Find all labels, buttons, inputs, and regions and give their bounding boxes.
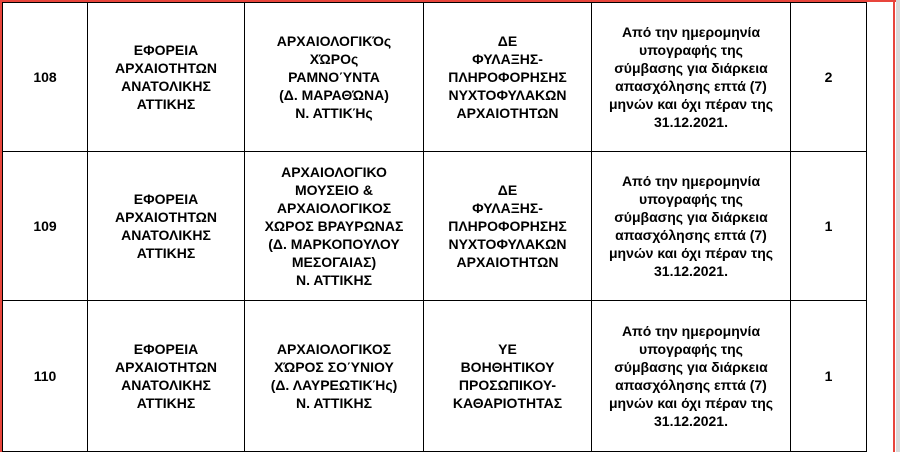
agency-cell: ΕΦΟΡΕΙΑ ΑΡΧΑΙΟΤΗΤΩΝ ΑΝΑΤΟΛΙΚΗΣ ΑΤΤΙΚΗΣ	[88, 3, 245, 152]
row-number-cell: 110	[3, 301, 88, 452]
count-cell: 1	[791, 152, 867, 301]
duration-cell: Από την ημερομηνία υπογραφής της σύμβασης για διάρκεια απασχόλησης επτά (7) μηνών και όχι πέραν της 31.12.2021.	[592, 152, 791, 301]
count-cell: 1	[791, 301, 867, 452]
location-cell: ΑΡΧΑΙΟΛΟΓΙΚΟΣ ΧΏΡΟΣ ΣΟΎΝΙΟΥ (Δ. ΛΑΥΡΕΩΤΙΚΉς) Ν. ΑΤΤΙΚΗΣ	[245, 301, 424, 452]
count-cell: 2	[791, 3, 867, 152]
location-cell: ΑΡΧΑΙΟΛΟΓΙΚΌς ΧΏΡΟς ΡΑΜΝΟΎΝΤΑ (Δ. ΜΑΡΑΘΏΝΑ) Ν. ΑΤΤΙΚΉς	[245, 3, 424, 152]
table-row	[3, 152, 867, 301]
duration-cell: Από την ημερομηνία υπογραφής της σύμβασης για διάρκεια απασχόλησης επτά (7) μηνών και όχι πέραν της 31.12.2021.	[592, 301, 791, 452]
agency-cell: ΕΦΟΡΕΙΑ ΑΡΧΑΙΟΤΗΤΩΝ ΑΝΑΤΟΛΙΚΗΣ ΑΤΤΙΚΗΣ	[88, 152, 245, 301]
duration-cell: Από την ημερομηνία υπογραφής της σύμβασης για διάρκεια απασχόλησης επτά (7) μηνών και όχι πέραν της 31.12.2021.	[592, 3, 791, 152]
row-number-cell: 109	[3, 152, 88, 301]
specialty-cell: ΥΕ ΒΟΗΘΗΤΙΚΟΥ ΠΡΟΣΩΠΙΚΟΥ- ΚΑΘΑΡΙΟΤΗΤΑΣ	[424, 301, 592, 452]
specialty-cell: ΔΕ ΦΥΛΑΞΗΣ- ΠΛΗΡΟΦΟΡΗΣΗΣ ΝΥΧΤΟΦΥΛΑΚΩΝ ΑΡΧΑΙΟΤΗΤΩΝ	[424, 3, 592, 152]
agency-cell: ΕΦΟΡΕΙΑ ΑΡΧΑΙΟΤΗΤΩΝ ΑΝΑΤΟΛΙΚΗΣ ΑΤΤΙΚΗΣ	[88, 301, 245, 452]
specialty-cell: ΔΕ ΦΥΛΑΞΗΣ- ΠΛΗΡΟΦΟΡΗΣΗΣ ΝΥΧΤΟΦΥΛΑΚΩΝ ΑΡΧΑΙΟΤΗΤΩΝ	[424, 152, 592, 301]
table-row	[3, 301, 867, 452]
location-cell: ΑΡΧΑΙΟΛΟΓΙΚΟ ΜΟΥΣΕΙΟ & ΑΡΧΑΙΟΛΟΓΙΚΟΣ ΧΩΡΟΣ ΒΡΑΥΡΩΝΑΣ (Δ. ΜΑΡΚΟΠΟΥΛΟΥ ΜΕΣΟΓΑΙΑΣ) Ν. ΑΤΤΙΚΗΣ	[245, 152, 424, 301]
row-number-cell: 108	[3, 3, 88, 152]
page-edge-shadow	[896, 0, 900, 452]
positions-table	[2, 2, 867, 452]
table-row	[3, 3, 867, 152]
selection-border-right	[893, 0, 895, 452]
